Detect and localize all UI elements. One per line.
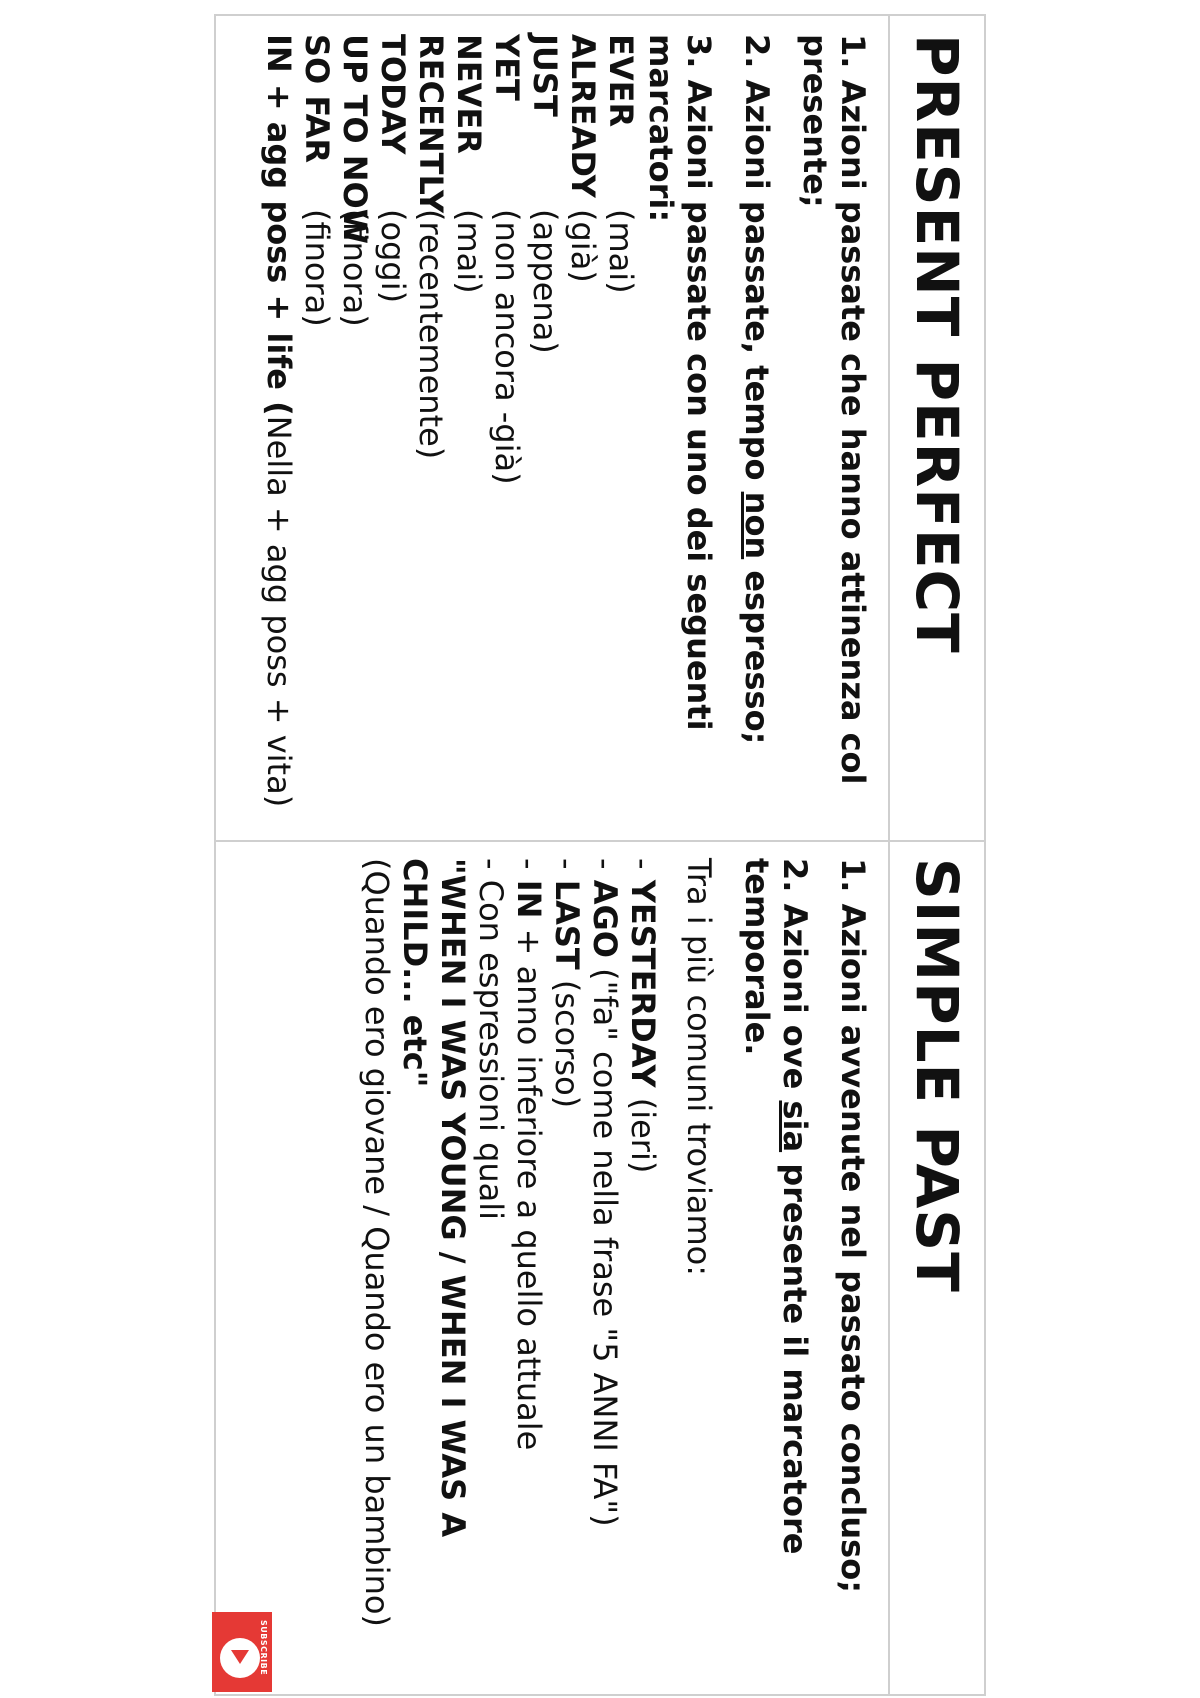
sp-quote-line-2: CHILD... etc" (396, 858, 434, 1088)
marker-word: JUST (526, 34, 564, 117)
sp-marker-rest: (scorso) (548, 969, 586, 1109)
marker-translation: (finora) (298, 209, 336, 327)
simple-past-title: SIMPLE PAST (903, 858, 971, 1293)
marker-word: YET (488, 34, 526, 101)
sp-closing: (Quando ero giovane / Quando ero un bambino) (358, 858, 396, 1627)
sp-point-1: 1. Azioni avvenute nel passato concluso; (834, 858, 872, 1593)
marker-translation: (finora) (336, 209, 374, 327)
pp-life-expression (260, 34, 298, 834)
marker-translation: (recentemente) (412, 209, 450, 460)
marker-translation: (già) (564, 209, 602, 283)
marker-row (564, 34, 602, 834)
pp-point-2-pre: 2. Azioni passate, tempo (738, 34, 776, 492)
subscribe-label: SUBSCRIBE (259, 1620, 268, 1676)
simple-past-body (358, 858, 872, 1698)
sp-point-2-post: presente il marcatore temporale. (738, 858, 814, 1555)
pp-point-2 (738, 34, 776, 834)
sp-point-2-underline: sia (776, 1100, 814, 1153)
marker-translation: (non ancora -già) (488, 209, 526, 485)
pp-point-3: 3. Azioni passate con uno dei seguenti marcatori: (642, 34, 718, 731)
pp-point-2-underline: non (738, 491, 776, 560)
sp-marker-bold: YESTERDAY (624, 879, 662, 1088)
marker-row (412, 34, 450, 834)
sp-marker-bold: LAST (548, 879, 586, 970)
worksheet (214, 14, 986, 1696)
sp-marker-item: - Con espressioni quali (472, 858, 510, 1221)
sp-marker-item: - AGO ("fa" come nella frase "5 ANNI FA") (586, 858, 624, 1527)
marker-translation: (appena) (526, 209, 564, 354)
sp-marker-rest: Con espressioni quali (472, 879, 510, 1221)
sp-point-2 (738, 858, 814, 1698)
marker-row (602, 34, 640, 834)
sp-marker-item: - YESTERDAY (ieri) (624, 858, 662, 1174)
marker-word: RECENTLY (412, 34, 450, 214)
present-perfect-title: PRESENT PERFECT (903, 34, 971, 654)
sp-intro: Tra i più comuni troviamo: (680, 858, 718, 1277)
sp-marker-bold: IN (510, 879, 548, 919)
header-divider (888, 16, 890, 1694)
pp-point-2-post: espresso; (738, 559, 776, 745)
marker-translation: (mai) (450, 209, 488, 294)
marker-word: UP TO NOW (336, 34, 374, 245)
marker-row (336, 34, 374, 834)
marker-word: ALREADY (564, 34, 602, 198)
comparison-table (214, 14, 986, 1696)
sp-marker-rest: (ieri) (624, 1087, 662, 1174)
marker-translation: (mai) (602, 209, 640, 294)
sp-quote-line-1: "WHEN I WAS YOUNG / WHEN I WAS A (434, 858, 472, 1538)
pp-point-1: 1. Azioni passate che hanno attinenza col presente; (796, 34, 872, 785)
marker-row (298, 34, 336, 834)
sp-point-2-pre: 2. Azioni ove (776, 858, 814, 1101)
marker-word: NEVER (450, 34, 488, 154)
sp-marker-bold: AGO (586, 879, 624, 958)
marker-row (526, 34, 564, 834)
marker-row (374, 34, 412, 834)
marker-row (488, 34, 526, 834)
sp-marker-rest: + anno inferiore a quello attuale (510, 918, 548, 1451)
marker-word: TODAY (374, 34, 412, 155)
present-perfect-body (260, 34, 872, 834)
marker-translation: (oggi) (374, 209, 412, 304)
play-icon (231, 1650, 249, 1664)
subscribe-badge[interactable] (212, 1612, 272, 1692)
pp-life-bold: IN + agg poss + life ( (260, 34, 298, 416)
marker-row (450, 34, 488, 834)
pp-life-normal: Nella + agg poss + vita) (260, 415, 298, 808)
marker-word: EVER (602, 34, 640, 128)
sp-marker-rest: ("fa" come nella frase "5 ANNI FA") (586, 957, 624, 1527)
marker-word: SO FAR (298, 34, 336, 163)
column-divider (216, 840, 984, 842)
sp-marker-item: - LAST (scorso) (548, 858, 586, 1109)
sp-marker-item: - IN + anno inferiore a quello attuale (510, 858, 548, 1451)
